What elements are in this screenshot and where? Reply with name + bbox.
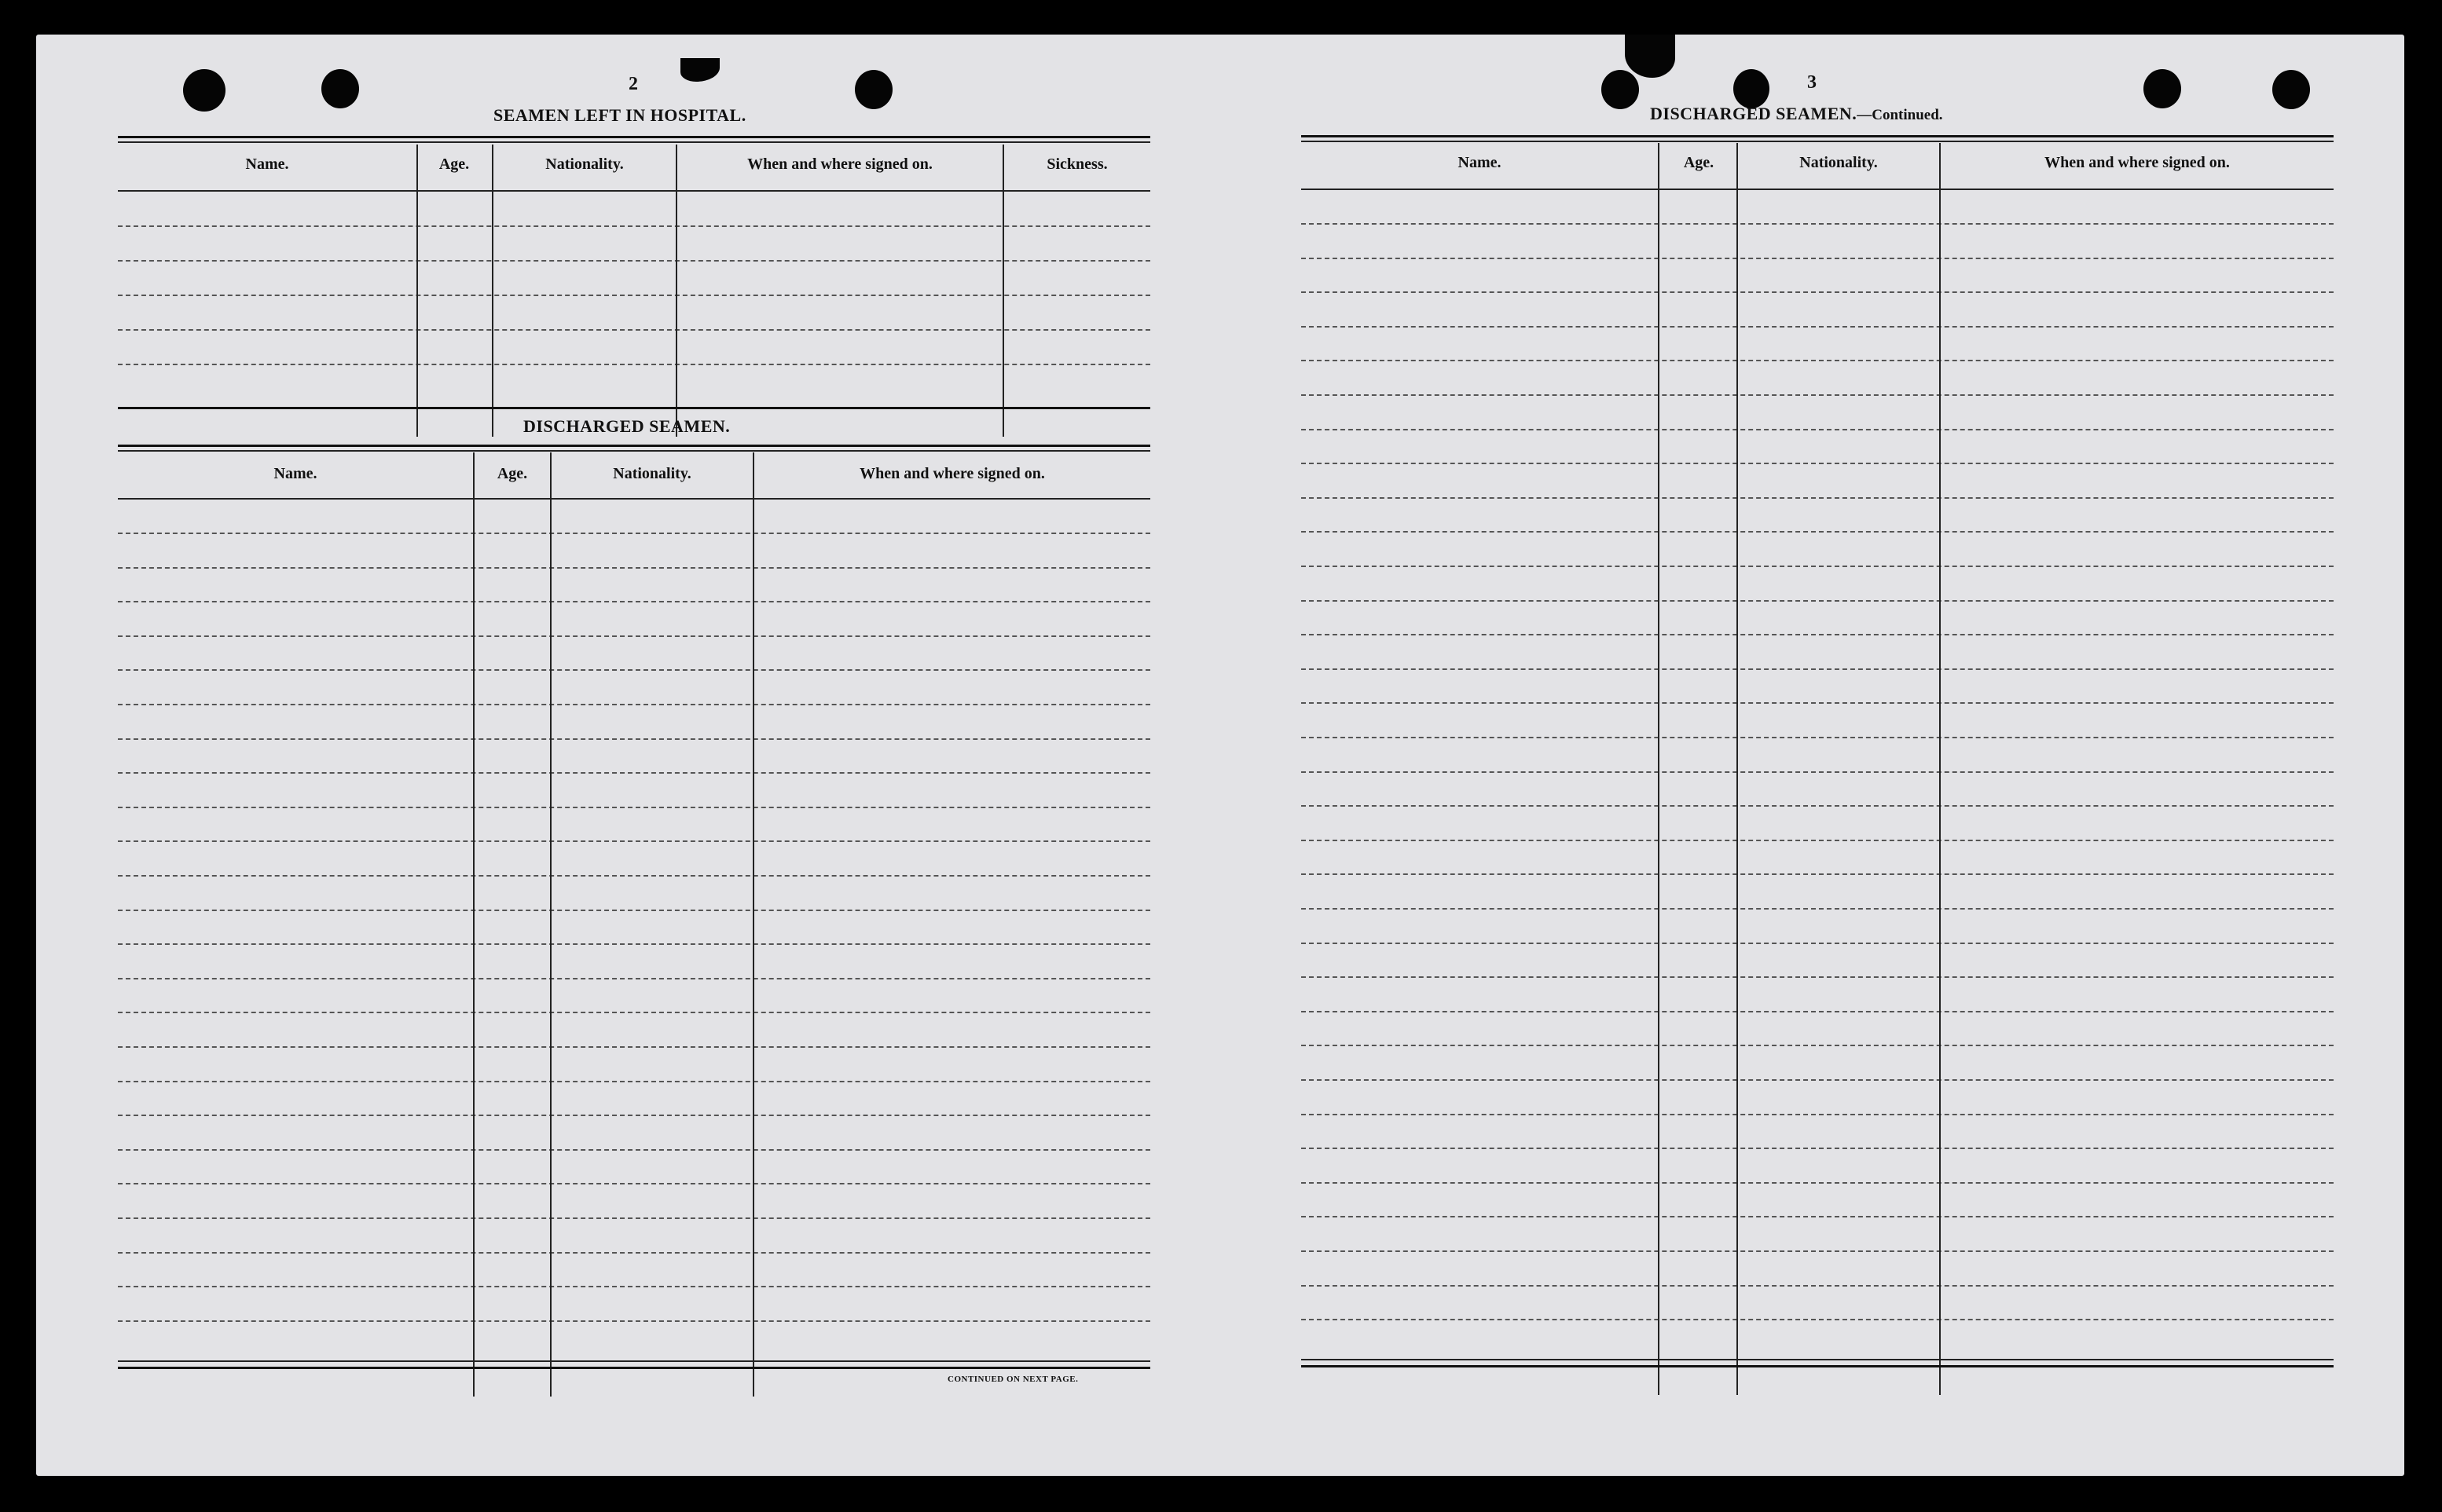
column-header-sickness: Sickness. — [1047, 156, 1108, 173]
blank-entry-line — [1301, 908, 2334, 910]
blank-entry-line — [118, 295, 1150, 296]
punch-hole — [321, 69, 359, 108]
blank-entry-line — [118, 364, 1150, 365]
blank-entry-line — [1301, 840, 2334, 841]
blank-entry-line — [1301, 737, 2334, 738]
blank-entry-line — [1301, 873, 2334, 875]
blank-entry-line — [118, 704, 1150, 705]
blank-entry-line — [118, 840, 1150, 842]
blank-entry-line — [1301, 771, 2334, 773]
blank-entry-line — [1301, 1250, 2334, 1252]
column-header-name: Name. — [1458, 154, 1502, 171]
rule — [1301, 1365, 2334, 1367]
blank-entry-line — [1301, 463, 2334, 464]
blank-entry-line — [118, 1081, 1150, 1082]
blank-entry-line — [1301, 805, 2334, 807]
blank-entry-line — [1301, 1045, 2334, 1046]
blank-entry-line — [1301, 1182, 2334, 1184]
blank-entry-line — [118, 669, 1150, 671]
blank-entry-line — [118, 1320, 1150, 1322]
blank-entry-line — [1301, 223, 2334, 225]
rule — [118, 1367, 1150, 1369]
page-number: 3 — [1807, 72, 1817, 93]
column-header-nationality: Nationality. — [613, 465, 691, 482]
punch-hole — [2272, 70, 2310, 109]
rule — [1301, 135, 2334, 137]
blank-entry-line — [1301, 531, 2334, 533]
paper-tear — [1625, 35, 1675, 78]
column-header-nationality: Nationality. — [545, 156, 624, 173]
column-header-nationality: Nationality. — [1799, 154, 1878, 171]
blank-entry-line — [1301, 1114, 2334, 1115]
blank-entry-line — [1301, 702, 2334, 704]
blank-entry-line — [1301, 258, 2334, 259]
column-divider — [1939, 143, 1941, 1395]
header-rule — [1301, 189, 2334, 190]
rule — [118, 445, 1150, 447]
section-title-discharged: DISCHARGED SEAMEN. — [523, 416, 731, 436]
rule — [118, 136, 1150, 138]
blank-entry-line — [118, 978, 1150, 979]
column-header-signed-on: When and where signed on. — [2044, 154, 2230, 171]
blank-entry-line — [1301, 566, 2334, 567]
blank-entry-line — [1301, 1216, 2334, 1217]
column-divider — [473, 452, 475, 1397]
column-divider — [492, 145, 493, 437]
page-number: 2 — [629, 74, 638, 94]
column-divider — [753, 452, 754, 1397]
blank-entry-line — [118, 1046, 1150, 1048]
section-title-hospital: SEAMEN LEFT IN HOSPITAL. — [493, 105, 746, 125]
blank-entry-line — [1301, 1148, 2334, 1149]
column-divider — [1736, 143, 1738, 1395]
column-divider — [416, 145, 418, 437]
blank-entry-line — [1301, 1319, 2334, 1320]
rule — [1301, 141, 2334, 142]
column-header-name: Name. — [245, 156, 289, 173]
blank-entry-line — [118, 1115, 1150, 1116]
blank-entry-line — [1301, 1285, 2334, 1287]
column-divider — [550, 452, 552, 1397]
punch-hole — [183, 69, 226, 112]
blank-entry-line — [118, 1012, 1150, 1013]
rule — [118, 407, 1150, 409]
blank-entry-line — [118, 738, 1150, 740]
section-title-suffix: —Continued. — [1857, 107, 1943, 123]
paper-tear — [680, 58, 720, 82]
punch-hole — [1733, 69, 1769, 108]
blank-entry-line — [118, 1183, 1150, 1184]
rule — [1301, 1359, 2334, 1360]
column-header-signed-on: When and where signed on. — [860, 465, 1045, 482]
section-title-discharged-continued — [1650, 104, 1943, 124]
blank-entry-line — [1301, 360, 2334, 361]
rule — [118, 1360, 1150, 1362]
blank-entry-line — [1301, 1079, 2334, 1081]
blank-entry-line — [1301, 497, 2334, 499]
punch-hole — [2143, 69, 2181, 108]
blank-entry-line — [1301, 394, 2334, 396]
blank-entry-line — [1301, 291, 2334, 293]
blank-entry-line — [118, 807, 1150, 808]
blank-entry-line — [1301, 326, 2334, 328]
blank-entry-line — [118, 601, 1150, 602]
column-header-name: Name. — [273, 465, 317, 482]
blank-entry-line — [118, 329, 1150, 331]
blank-entry-line — [1301, 976, 2334, 978]
blank-entry-line — [118, 1286, 1150, 1287]
blank-entry-line — [118, 225, 1150, 227]
continued-note: CONTINUED ON NEXT PAGE. — [948, 1375, 1079, 1384]
blank-entry-line — [118, 260, 1150, 262]
ledger-sheet — [36, 35, 2404, 1476]
blank-entry-line — [1301, 1011, 2334, 1012]
blank-entry-line — [1301, 600, 2334, 602]
blank-entry-line — [1301, 668, 2334, 670]
blank-entry-line — [1301, 634, 2334, 635]
column-header-age: Age. — [497, 465, 528, 482]
punch-hole — [1601, 70, 1639, 109]
blank-entry-line — [118, 567, 1150, 569]
rule — [118, 141, 1150, 143]
blank-entry-line — [118, 635, 1150, 637]
blank-entry-line — [118, 875, 1150, 877]
blank-entry-line — [118, 943, 1150, 945]
column-divider — [1658, 143, 1659, 1395]
column-header-age: Age. — [438, 156, 470, 173]
blank-entry-line — [1301, 429, 2334, 430]
blank-entry-line — [118, 910, 1150, 911]
column-header-signed-on: When and where signed on. — [747, 156, 933, 173]
section-title-text: DISCHARGED SEAMEN. — [1650, 104, 1857, 123]
rule — [118, 450, 1150, 452]
column-divider — [1003, 145, 1004, 437]
blank-entry-line — [118, 1149, 1150, 1151]
blank-entry-line — [1301, 943, 2334, 944]
blank-entry-line — [118, 1252, 1150, 1254]
column-divider — [676, 145, 677, 437]
header-rule — [118, 498, 1150, 500]
blank-entry-line — [118, 772, 1150, 774]
header-rule — [118, 190, 1150, 192]
blank-entry-line — [118, 1217, 1150, 1219]
column-header-age: Age. — [1683, 154, 1714, 171]
blank-entry-line — [118, 533, 1150, 534]
punch-hole — [855, 70, 893, 109]
